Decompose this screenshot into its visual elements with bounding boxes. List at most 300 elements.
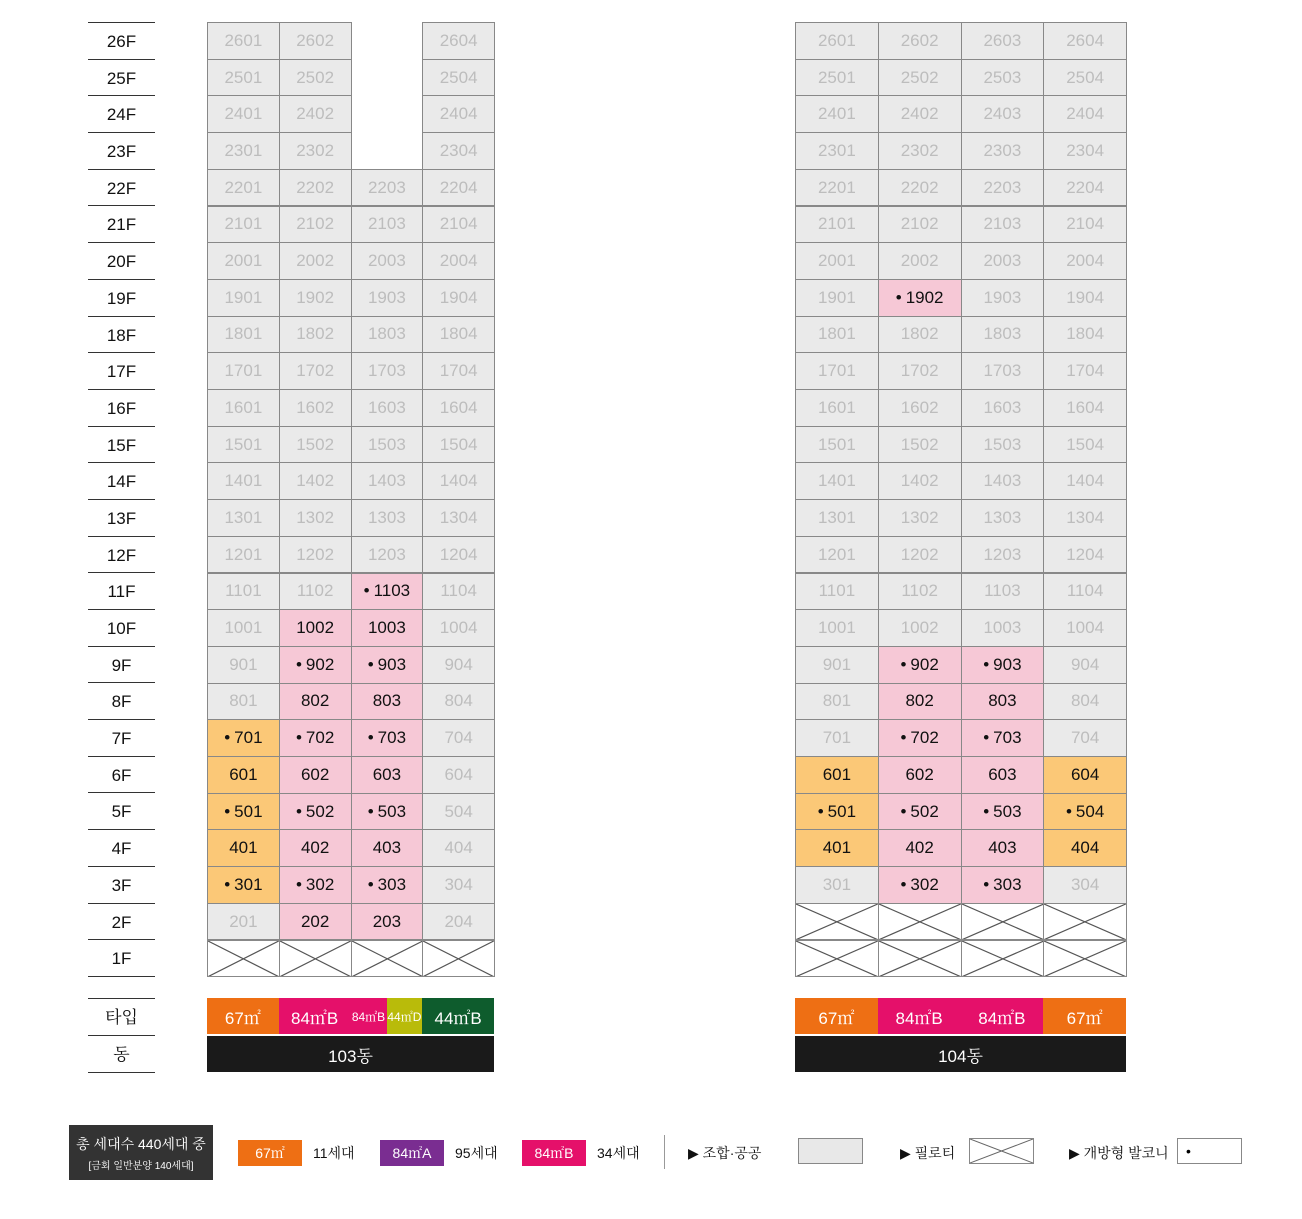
type-badge: 67㎡ — [207, 998, 279, 1034]
unit-cell-2204[interactable] — [422, 169, 495, 207]
floor-label-11f: 11F — [88, 572, 155, 609]
unit-cell-1903[interactable] — [961, 279, 1045, 317]
unit-cell-1201[interactable] — [795, 536, 879, 574]
piloti-cell — [878, 940, 962, 978]
unit-number: 2503 — [983, 67, 1022, 87]
balcony-dot-icon: • — [817, 801, 824, 821]
unit-cell-2204[interactable] — [1043, 169, 1127, 207]
unit-number: 703 — [377, 728, 407, 748]
unit-cell-1203[interactable] — [961, 536, 1045, 574]
unit-cell-1501[interactable] — [795, 426, 879, 464]
unit-cell-2304[interactable] — [1043, 132, 1127, 170]
unit-cell-1703[interactable] — [961, 352, 1045, 390]
unit-cell-403[interactable] — [351, 829, 424, 867]
unit-cell-2004[interactable] — [1043, 242, 1127, 280]
unit-number: 302 — [910, 874, 939, 894]
unit-cell-1404[interactable] — [422, 462, 495, 500]
unit-cell-2603[interactable] — [961, 22, 1045, 60]
unit-number: 2601 — [817, 30, 856, 50]
unit-number: 2104 — [1066, 214, 1105, 234]
unit-cell-302[interactable] — [279, 866, 352, 904]
unit-cell-2604[interactable] — [422, 22, 495, 60]
unit-cell-2301[interactable] — [207, 132, 280, 170]
floor-label-7f: 7F — [88, 719, 155, 756]
unit-cell-802[interactable] — [878, 683, 962, 721]
unit-number: 1904 — [439, 287, 478, 307]
unit-cell-604[interactable] — [422, 756, 495, 794]
unit-cell-2601[interactable] — [795, 22, 879, 60]
unit-number: 2502 — [296, 67, 335, 87]
unit-cell-1804[interactable] — [422, 316, 495, 354]
unit-cell-2404[interactable] — [1043, 95, 1127, 133]
unit-number: 2101 — [817, 214, 856, 234]
unit-cell-2502[interactable] — [878, 59, 962, 97]
unit-cell-1704[interactable] — [1043, 352, 1127, 390]
unit-cell-2002[interactable] — [279, 242, 352, 280]
unit-number: 1004 — [439, 618, 478, 638]
unit-cell-302[interactable] — [878, 866, 962, 904]
unit-cell-1304[interactable] — [422, 499, 495, 537]
unit-cell-901[interactable] — [795, 646, 879, 684]
type-badge: 44㎡D — [387, 998, 423, 1034]
unit-cell-1702[interactable] — [279, 352, 352, 390]
unit-cell-1901[interactable] — [795, 279, 879, 317]
unit-cell-502[interactable] — [279, 793, 352, 831]
unit-number: 601 — [229, 764, 258, 784]
unit-cell-1604[interactable] — [1043, 389, 1127, 427]
unit-cell-404[interactable] — [1043, 829, 1127, 867]
unit-cell-1503[interactable] — [351, 426, 424, 464]
unit-number: 1703 — [983, 361, 1022, 381]
unit-cell-301[interactable] — [207, 866, 280, 904]
unit-cell-2401[interactable] — [795, 95, 879, 133]
unit-cell-1202[interactable] — [878, 536, 962, 574]
unit-cell-503[interactable] — [351, 793, 424, 831]
unit-cell-604[interactable] — [1043, 756, 1127, 794]
unit-cell-1201[interactable] — [207, 536, 280, 574]
unit-number: 2104 — [439, 214, 478, 234]
floor-label-5f: 5F — [88, 792, 155, 829]
balcony-dot-icon: • — [983, 874, 990, 894]
unit-cell-1302[interactable] — [878, 499, 962, 537]
unit-cell-1604[interactable] — [422, 389, 495, 427]
unit-cell-1702[interactable] — [878, 352, 962, 390]
unit-cell-1502[interactable] — [878, 426, 962, 464]
unit-cell-1701[interactable] — [795, 352, 879, 390]
unit-cell-902[interactable] — [878, 646, 962, 684]
unit-cell-1503[interactable] — [961, 426, 1045, 464]
unit-cell-402[interactable] — [878, 829, 962, 867]
unit-cell-1403[interactable] — [351, 462, 424, 500]
building-103 — [207, 22, 494, 976]
unit-number: 2504 — [439, 67, 478, 87]
unit-cell-1303[interactable] — [961, 499, 1045, 537]
balcony-dot-icon: • — [363, 581, 370, 601]
unit-cell-2303[interactable] — [961, 132, 1045, 170]
unit-number: 2403 — [983, 104, 1022, 124]
unit-cell-601[interactable] — [795, 756, 879, 794]
unit-cell-1502[interactable] — [279, 426, 352, 464]
unit-cell-204[interactable] — [422, 903, 495, 941]
unit-cell-903[interactable] — [351, 646, 424, 684]
unit-cell-601[interactable] — [207, 756, 280, 794]
unit-cell-1001[interactable] — [795, 609, 879, 647]
unit-number: 2203 — [983, 177, 1022, 197]
unit-cell-602[interactable] — [279, 756, 352, 794]
unit-number: 803 — [988, 691, 1017, 711]
unit-cell-1602[interactable] — [878, 389, 962, 427]
floor-label-10f: 10F — [88, 609, 155, 646]
balcony-dot-icon: • — [295, 728, 302, 748]
unit-cell-701[interactable] — [795, 719, 879, 757]
unit-cell-2402[interactable] — [878, 95, 962, 133]
unit-number: 2303 — [983, 140, 1022, 160]
unit-cell-801[interactable] — [795, 683, 879, 721]
unit-cell-1004[interactable] — [1043, 609, 1127, 647]
unit-cell-2304[interactable] — [422, 132, 495, 170]
unit-number: 504 — [444, 801, 473, 821]
piloti-cross-icon — [208, 941, 279, 977]
piloti-cross-icon — [962, 904, 1044, 940]
unit-number: 501 — [234, 801, 263, 821]
unit-number: 602 — [905, 764, 934, 784]
unit-cell-2504[interactable] — [1043, 59, 1127, 97]
unit-cell-1104[interactable] — [1043, 573, 1127, 611]
unit-number: 2204 — [439, 177, 478, 197]
unit-cell-2403[interactable] — [961, 95, 1045, 133]
unit-cell-2004[interactable] — [422, 242, 495, 280]
unit-cell-902[interactable] — [279, 646, 352, 684]
unit-number: 901 — [822, 654, 852, 674]
unit-cell-904[interactable] — [1043, 646, 1127, 684]
floor-label-14f: 14F — [88, 462, 155, 499]
unit-cell-1001[interactable] — [207, 609, 280, 647]
unit-cell-901[interactable] — [207, 646, 280, 684]
unit-cell-1703[interactable] — [351, 352, 424, 390]
unit-cell-1602[interactable] — [279, 389, 352, 427]
unit-cell-2604[interactable] — [1043, 22, 1127, 60]
unit-cell-704[interactable] — [1043, 719, 1127, 757]
unit-number: 2301 — [224, 140, 263, 160]
unit-cell-1402[interactable] — [279, 462, 352, 500]
unit-number: 1601 — [224, 397, 263, 417]
unit-number: 1003 — [367, 618, 406, 638]
unit-number: 1003 — [983, 618, 1022, 638]
unit-cell-801[interactable] — [207, 683, 280, 721]
unit-cell-1401[interactable] — [207, 462, 280, 500]
unit-number: 502 — [910, 801, 939, 821]
unit-cell-504[interactable] — [422, 793, 495, 831]
unit-cell-1002[interactable] — [878, 609, 962, 647]
unit-cell-303[interactable] — [961, 866, 1045, 904]
unit-cell-1203[interactable] — [351, 536, 424, 574]
unit-cell-2202[interactable] — [279, 169, 352, 207]
unit-number: 804 — [1070, 691, 1100, 711]
unit-cell-2001[interactable] — [207, 242, 280, 280]
unit-cell-1302[interactable] — [279, 499, 352, 537]
unit-cell-1804[interactable] — [1043, 316, 1127, 354]
unit-number: 2404 — [1066, 104, 1105, 124]
unit-cell-2602[interactable] — [279, 22, 352, 60]
unit-cell-1704[interactable] — [422, 352, 495, 390]
unit-number: 902 — [305, 654, 335, 674]
unit-cell-603[interactable] — [961, 756, 1045, 794]
piloti-cell — [795, 903, 879, 941]
unit-cell-1104[interactable] — [422, 573, 495, 611]
unit-number: 204 — [444, 911, 473, 931]
unit-cell-1903[interactable] — [351, 279, 424, 317]
unit-cell-701[interactable] — [207, 719, 280, 757]
unit-cell-1803[interactable] — [351, 316, 424, 354]
unit-cell-2301[interactable] — [795, 132, 879, 170]
unit-cell-2602[interactable] — [878, 22, 962, 60]
unit-number: 2201 — [817, 177, 856, 197]
unit-cell-2103[interactable] — [961, 206, 1045, 244]
unit-number: 703 — [993, 728, 1022, 748]
floor-label-1f: 1F — [88, 939, 155, 976]
unit-number: 1504 — [439, 434, 478, 454]
unit-number: 1301 — [817, 507, 856, 527]
balcony-dot-icon: • — [224, 801, 231, 821]
unit-cell-304[interactable] — [1043, 866, 1127, 904]
unit-cell-503[interactable] — [961, 793, 1045, 831]
unit-cell-2504[interactable] — [422, 59, 495, 97]
unit-cell-1902[interactable] — [878, 279, 962, 317]
unit-cell-1301[interactable] — [207, 499, 280, 537]
unit-cell-803[interactable] — [351, 683, 424, 721]
unit-cell-1002[interactable] — [279, 609, 352, 647]
unit-cell-2201[interactable] — [207, 169, 280, 207]
unit-cell-2102[interactable] — [279, 206, 352, 244]
unit-cell-1603[interactable] — [351, 389, 424, 427]
unit-cell-501[interactable] — [207, 793, 280, 831]
unit-cell-502[interactable] — [878, 793, 962, 831]
unit-cell-2104[interactable] — [422, 206, 495, 244]
union-public-label: ▶ 조합·공공 — [688, 1145, 762, 1161]
unit-number: 404 — [1070, 838, 1100, 858]
unit-number: 801 — [822, 691, 852, 711]
unit-cell-2203[interactable] — [961, 169, 1045, 207]
unit-cell-603[interactable] — [351, 756, 424, 794]
unit-cell-1204[interactable] — [1043, 536, 1127, 574]
unit-cell-1802[interactable] — [878, 316, 962, 354]
unit-number: 1704 — [439, 361, 478, 381]
unit-cell-703[interactable] — [351, 719, 424, 757]
piloti-cell — [795, 940, 879, 978]
unit-number: 2501 — [817, 67, 856, 87]
unit-cell-2402[interactable] — [279, 95, 352, 133]
unit-cell-2101[interactable] — [207, 206, 280, 244]
unit-cell-1003[interactable] — [351, 609, 424, 647]
unit-number: 1503 — [983, 434, 1022, 454]
unit-cell-2503[interactable] — [961, 59, 1045, 97]
unit-cell-1101[interactable] — [207, 573, 280, 611]
unit-cell-2203[interactable] — [351, 169, 424, 207]
unit-number: 1202 — [900, 544, 939, 564]
unit-cell-1803[interactable] — [961, 316, 1045, 354]
unit-cell-1901[interactable] — [207, 279, 280, 317]
unit-cell-804[interactable] — [422, 683, 495, 721]
unit-cell-2601[interactable] — [207, 22, 280, 60]
unit-cell-2502[interactable] — [279, 59, 352, 97]
unit-cell-301[interactable] — [795, 866, 879, 904]
unit-number: 2102 — [900, 214, 939, 234]
unit-number: 503 — [377, 801, 407, 821]
unit-number: 1804 — [1066, 324, 1105, 344]
unit-number: 2402 — [900, 104, 939, 124]
unit-cell-704[interactable] — [422, 719, 495, 757]
unit-cell-1701[interactable] — [207, 352, 280, 390]
unit-cell-1802[interactable] — [279, 316, 352, 354]
type-row-label: 타입 — [88, 998, 155, 1035]
unit-cell-2102[interactable] — [878, 206, 962, 244]
unit-cell-304[interactable] — [422, 866, 495, 904]
unit-number: 401 — [229, 838, 258, 858]
unit-cell-2003[interactable] — [351, 242, 424, 280]
unit-cell-402[interactable] — [279, 829, 352, 867]
unit-cell-504[interactable] — [1043, 793, 1127, 831]
unit-cell-2002[interactable] — [878, 242, 962, 280]
unit-cell-2401[interactable] — [207, 95, 280, 133]
unit-cell-2501[interactable] — [795, 59, 879, 97]
unit-cell-2302[interactable] — [279, 132, 352, 170]
unit-cell-203[interactable] — [351, 903, 424, 941]
unit-cell-702[interactable] — [878, 719, 962, 757]
unit-number: 1404 — [439, 471, 478, 491]
legend-type-count: 11세대 — [313, 1145, 355, 1161]
balcony-dot-icon: • — [900, 801, 907, 821]
unit-cell-2201[interactable] — [795, 169, 879, 207]
unit-cell-501[interactable] — [795, 793, 879, 831]
unit-number: 802 — [905, 691, 934, 711]
type-badge: 84㎡B — [351, 998, 387, 1034]
floor-label-column — [88, 22, 155, 977]
unit-cell-1004[interactable] — [422, 609, 495, 647]
unit-cell-1904[interactable] — [1043, 279, 1127, 317]
floor-label-8f: 8F — [88, 682, 155, 719]
unit-cell-1204[interactable] — [422, 536, 495, 574]
unit-number: 704 — [444, 728, 473, 748]
floor-label-16f: 16F — [88, 389, 155, 426]
unit-cell-202[interactable] — [279, 903, 352, 941]
unit-cell-2101[interactable] — [795, 206, 879, 244]
unit-cell-2501[interactable] — [207, 59, 280, 97]
unit-cell-804[interactable] — [1043, 683, 1127, 721]
unit-cell-401[interactable] — [207, 829, 280, 867]
unit-number: 701 — [822, 728, 852, 748]
unit-cell-1601[interactable] — [207, 389, 280, 427]
unit-cell-1904[interactable] — [422, 279, 495, 317]
unit-cell-2104[interactable] — [1043, 206, 1127, 244]
unit-cell-1402[interactable] — [878, 462, 962, 500]
unit-cell-1603[interactable] — [961, 389, 1045, 427]
unit-number: 1803 — [983, 324, 1022, 344]
unit-cell-201[interactable] — [207, 903, 280, 941]
unit-cell-1401[interactable] — [795, 462, 879, 500]
unit-number: 1902 — [296, 287, 335, 307]
unit-cell-1304[interactable] — [1043, 499, 1127, 537]
floor-label-6f: 6F — [88, 756, 155, 793]
unit-cell-1202[interactable] — [279, 536, 352, 574]
unit-cell-1003[interactable] — [961, 609, 1045, 647]
unit-cell-1102[interactable] — [878, 573, 962, 611]
unit-cell-1801[interactable] — [207, 316, 280, 354]
unit-number: 2603 — [983, 30, 1022, 50]
unit-number: 1701 — [224, 361, 263, 381]
balcony-dot-icon: • — [295, 801, 302, 821]
unit-cell-1801[interactable] — [795, 316, 879, 354]
unit-cell-2001[interactable] — [795, 242, 879, 280]
balcony-dot-icon: • — [900, 728, 907, 748]
unit-number: 2202 — [296, 177, 335, 197]
unit-cell-1902[interactable] — [279, 279, 352, 317]
unit-cell-1403[interactable] — [961, 462, 1045, 500]
unit-number: 1801 — [224, 324, 263, 344]
unit-number: 802 — [300, 691, 330, 711]
floor-label-2f: 2F — [88, 903, 155, 940]
unit-cell-1103[interactable] — [351, 573, 424, 611]
unit-number: 304 — [1070, 874, 1100, 894]
unit-number: 601 — [822, 764, 852, 784]
unit-cell-702[interactable] — [279, 719, 352, 757]
unit-cell-401[interactable] — [795, 829, 879, 867]
unit-number: 1802 — [900, 324, 939, 344]
balcony-dot-icon: • — [895, 287, 902, 307]
balcony-dot-icon: • — [367, 801, 374, 821]
balcony-dot-icon: • — [367, 654, 374, 674]
unit-cell-2302[interactable] — [878, 132, 962, 170]
unit-number: 702 — [305, 728, 335, 748]
unit-cell-2404[interactable] — [422, 95, 495, 133]
unit-number: 1902 — [905, 287, 944, 307]
legend-type-swatch: 84㎡B — [522, 1140, 586, 1166]
unit-number: 901 — [229, 654, 258, 674]
unit-number: 1302 — [900, 507, 939, 527]
unit-cell-1504[interactable] — [1043, 426, 1127, 464]
unit-number: 1303 — [367, 507, 406, 527]
unit-cell-904[interactable] — [422, 646, 495, 684]
unit-cell-1601[interactable] — [795, 389, 879, 427]
unit-cell-803[interactable] — [961, 683, 1045, 721]
piloti-cross-icon — [1044, 941, 1126, 977]
unit-cell-2202[interactable] — [878, 169, 962, 207]
unit-cell-1102[interactable] — [279, 573, 352, 611]
unit-number: 2204 — [1066, 177, 1105, 197]
unit-cell-2103[interactable] — [351, 206, 424, 244]
unit-cell-1303[interactable] — [351, 499, 424, 537]
unit-cell-1504[interactable] — [422, 426, 495, 464]
unit-number: 502 — [305, 801, 335, 821]
unit-cell-602[interactable] — [878, 756, 962, 794]
unit-cell-403[interactable] — [961, 829, 1045, 867]
unit-number: 1303 — [983, 507, 1022, 527]
unit-number: 1102 — [901, 581, 938, 601]
unit-cell-1301[interactable] — [795, 499, 879, 537]
unit-cell-2003[interactable] — [961, 242, 1045, 280]
unit-cell-1404[interactable] — [1043, 462, 1127, 500]
unit-cell-802[interactable] — [279, 683, 352, 721]
unit-cell-703[interactable] — [961, 719, 1045, 757]
unit-number: 1801 — [817, 324, 856, 344]
unit-cell-303[interactable] — [351, 866, 424, 904]
unit-cell-404[interactable] — [422, 829, 495, 867]
unit-cell-1103[interactable] — [961, 573, 1045, 611]
unit-cell-1101[interactable] — [795, 573, 879, 611]
unit-cell-1501[interactable] — [207, 426, 280, 464]
floor-label-22f: 22F — [88, 169, 155, 206]
unit-number: 1403 — [367, 471, 406, 491]
unit-cell-903[interactable] — [961, 646, 1045, 684]
